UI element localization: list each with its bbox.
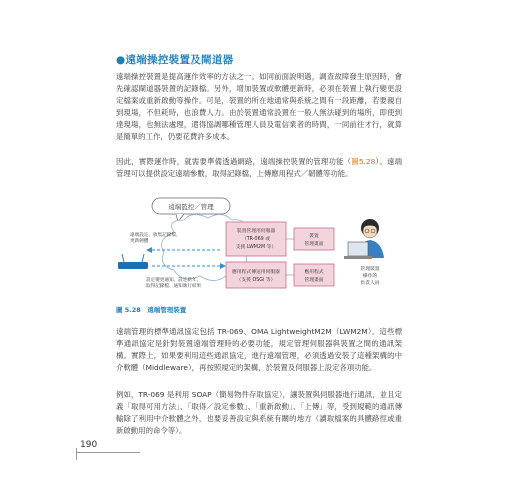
- note-remote-setting-1: 遠端設定、收集記錄檔、: [130, 233, 181, 238]
- section-heading: ●遠端操控裝置及閘道器: [116, 54, 234, 66]
- server1-label-1: 裝置管理用伺服器: [236, 229, 276, 234]
- diagram-title: 遠端監控／管理: [168, 203, 214, 211]
- note-change-notice-2: 取得記錄檔、通知執行結果: [146, 284, 202, 289]
- note-remote-setting-2: 更新韌體: [130, 239, 149, 244]
- paragraph-text-after-ref: ）。遠端管理可以提供設定遠端參數，取得記錄檔，上傳應用程式／韌體等功能。: [116, 157, 402, 178]
- laptop-screen-icon: [348, 242, 368, 256]
- laptop-base-icon: [344, 256, 372, 259]
- screen2-label-1: 應用程式: [304, 270, 324, 275]
- server1-label-3: 支援 LWM2M 等）: [235, 245, 277, 250]
- remote-management-diagram: [116, 196, 402, 300]
- paragraph-protocols: 遠端管理的標準通訊協定包括 TR-069、OMA LightweightM2M（LWM2M）。這些標準通訊協定是針對裝置遠端管理時的必要功能，規定管理伺服器與裝置之間的通訊架構。實際上，如果要利用這些通訊協定，進行遠端管理，必須透過安裝了這種架構的中介軟體（Middleware），再按照規定的架構，於裝置及伺服器上設定各項功能。: [116, 327, 402, 372]
- server1-label-2: （TR-069 或: [241, 237, 271, 242]
- router-icon: [118, 262, 148, 269]
- screen2-label-2: 管理畫面: [304, 278, 324, 283]
- page-number-vertical-rule: [76, 448, 77, 460]
- paragraph-management-function: [116, 156, 402, 180]
- paragraph-tr069-example: 例如，TR-069 是利用 SOAP（簡易物件存取協定），讓裝置與伺服器進行通訊，並且定義「取得可用方法」、「取得／設定參數」、「重新啟動」、「上傳」等，受到規範的通訊傳輸除了利用中介軟體之外，也要妥善設定與系統有關的地方（讀取檔案的具體路徑或重新啟動用的命令等）。: [116, 390, 402, 435]
- app-delivery-server-box: [226, 262, 286, 288]
- page-number: 190: [80, 440, 98, 450]
- figure-caption: 圖 5.28 遠端管理裝置: [116, 306, 187, 314]
- note-change-notice-1: 設定變更通知、設定新年、: [146, 278, 202, 283]
- router-antenna-right: [142, 254, 144, 262]
- server2-label-2: （支援 OSGi 等）: [236, 278, 276, 283]
- screen1-label-1: 裝置: [309, 234, 319, 239]
- paragraph-text-before-ref: 因此，實際運作時，就需要準備透過網路，遠端操控裝置的管理功能（: [116, 157, 352, 166]
- arrow-head-left: [146, 247, 152, 253]
- paragraph-remote-control: 遠端操控裝置是提高運作效率的方法之一。如同前面說明過，調查故障發生原因時，會先確認閘道器裝置的記錄檔。另外，增加裝置或軟體更新時，必須在裝置上執行變更設定檔案或重新啟動等操作。可是，裝置的所在地通常與系統之間有一段距離，若要親自到現場，不但耗時，也浪費人力。由於裝置通常設置在一般人無法碰到的場所，即使到達現場，也無法處理，還得協調哪種管理人員及電信業者的時間，一同前往才行，就算是簡單的工作，仍要花費許多成本。: [116, 72, 402, 141]
- person-label-2: 操作的: [362, 274, 378, 279]
- person-label-3: 負責人員: [360, 281, 380, 286]
- router-antenna-left: [122, 254, 124, 262]
- page-number-rule: [76, 452, 140, 453]
- screen1-label-2: 管理畫面: [304, 242, 324, 247]
- person-label-1: 管理裝置: [360, 267, 380, 272]
- figure-reference-link[interactable]: 圖5.28: [351, 157, 376, 166]
- server2-label-1: 應用程式傳送用伺服器: [232, 270, 280, 275]
